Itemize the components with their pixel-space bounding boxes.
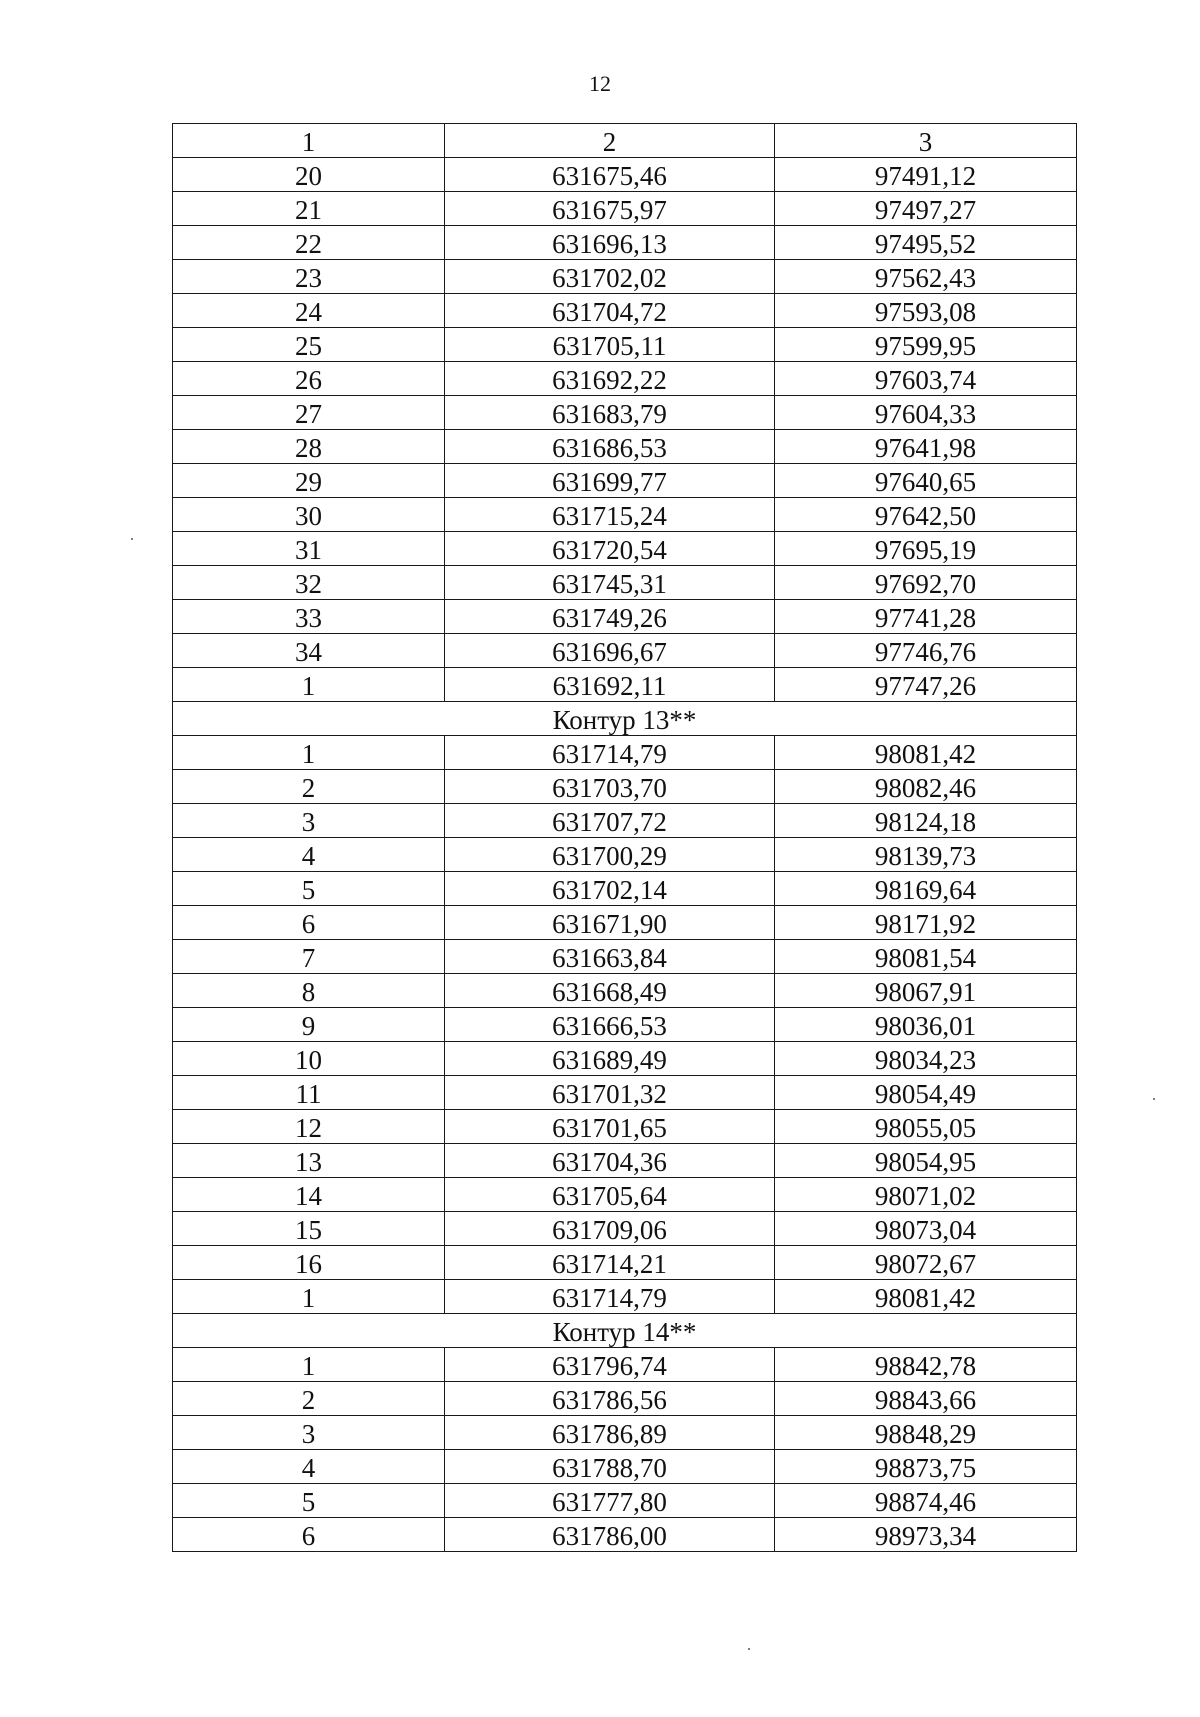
x-coordinate-cell: 631745,31: [445, 566, 775, 600]
table-row: [173, 532, 1077, 566]
point-number-cell: 31: [173, 532, 445, 566]
x-coordinate-cell: 631709,06: [445, 1212, 775, 1246]
x-coordinate-cell: 631705,64: [445, 1178, 775, 1212]
y-coordinate-cell: 97641,98: [775, 430, 1077, 464]
x-coordinate-cell: 631715,24: [445, 498, 775, 532]
table-row: [173, 328, 1077, 362]
point-number-cell: 24: [173, 294, 445, 328]
point-number-cell: 1: [173, 668, 445, 702]
table-row: [173, 736, 1077, 770]
point-number-cell: 10: [173, 1042, 445, 1076]
x-coordinate-cell: 631696,13: [445, 226, 775, 260]
point-number-cell: 15: [173, 1212, 445, 1246]
table-row: [173, 294, 1077, 328]
table-row: [173, 498, 1077, 532]
table-row: [173, 1450, 1077, 1484]
scan-speck: [131, 538, 133, 540]
x-coordinate-cell: 631666,53: [445, 1008, 775, 1042]
x-coordinate-cell: 631700,29: [445, 838, 775, 872]
point-number-cell: 16: [173, 1246, 445, 1280]
x-coordinate-cell: 631705,11: [445, 328, 775, 362]
point-number-cell: 23: [173, 260, 445, 294]
point-number-cell: 3: [173, 804, 445, 838]
y-coordinate-cell: 97497,27: [775, 192, 1077, 226]
table-row: [173, 804, 1077, 838]
x-coordinate-cell: 631702,14: [445, 872, 775, 906]
x-coordinate-cell: 631675,46: [445, 158, 775, 192]
y-coordinate-cell: 98081,42: [775, 736, 1077, 770]
table-row: [173, 158, 1077, 192]
y-coordinate-cell: 98067,91: [775, 974, 1077, 1008]
x-coordinate-cell: 631749,26: [445, 600, 775, 634]
point-number-cell: 3: [173, 1416, 445, 1450]
table-row: [173, 1348, 1077, 1382]
scan-speck: [1153, 1098, 1155, 1100]
y-coordinate-cell: 98036,01: [775, 1008, 1077, 1042]
x-coordinate-cell: 631701,32: [445, 1076, 775, 1110]
y-coordinate-cell: 98081,54: [775, 940, 1077, 974]
point-number-cell: 1: [173, 1280, 445, 1314]
point-number-cell: 26: [173, 362, 445, 396]
y-coordinate-cell: 98874,46: [775, 1484, 1077, 1518]
x-coordinate-cell: 631796,74: [445, 1348, 775, 1382]
y-coordinate-cell: 98139,73: [775, 838, 1077, 872]
x-coordinate-cell: 631703,70: [445, 770, 775, 804]
y-coordinate-cell: 97640,65: [775, 464, 1077, 498]
table-row: [173, 1042, 1077, 1076]
point-number-cell: 27: [173, 396, 445, 430]
table-header-row: [173, 124, 1077, 158]
y-coordinate-cell: 97562,43: [775, 260, 1077, 294]
table-row: [173, 1110, 1077, 1144]
y-coordinate-cell: 98054,49: [775, 1076, 1077, 1110]
y-coordinate-cell: 98034,23: [775, 1042, 1077, 1076]
point-number-cell: 22: [173, 226, 445, 260]
table-row: [173, 600, 1077, 634]
table-row: [173, 770, 1077, 804]
x-coordinate-cell: 631786,56: [445, 1382, 775, 1416]
y-coordinate-cell: 97692,70: [775, 566, 1077, 600]
point-number-cell: 14: [173, 1178, 445, 1212]
header-cell-2: 2: [445, 124, 775, 158]
point-number-cell: 2: [173, 1382, 445, 1416]
y-coordinate-cell: 98072,67: [775, 1246, 1077, 1280]
table-row: [173, 838, 1077, 872]
point-number-cell: 5: [173, 1484, 445, 1518]
table-row: [173, 430, 1077, 464]
x-coordinate-cell: 631663,84: [445, 940, 775, 974]
point-number-cell: 33: [173, 600, 445, 634]
contour-title-row: [173, 1314, 1077, 1348]
table-row: [173, 464, 1077, 498]
x-coordinate-cell: 631699,77: [445, 464, 775, 498]
header-cell-1: 1: [173, 124, 445, 158]
x-coordinate-cell: 631707,72: [445, 804, 775, 838]
table-row: [173, 974, 1077, 1008]
x-coordinate-cell: 631696,67: [445, 634, 775, 668]
x-coordinate-cell: 631777,80: [445, 1484, 775, 1518]
coordinates-table-body: [173, 124, 1077, 1552]
table-row: [173, 226, 1077, 260]
table-row: [173, 1246, 1077, 1280]
x-coordinate-cell: 631714,79: [445, 1280, 775, 1314]
table-row: [173, 634, 1077, 668]
point-number-cell: 25: [173, 328, 445, 362]
point-number-cell: 5: [173, 872, 445, 906]
y-coordinate-cell: 98073,04: [775, 1212, 1077, 1246]
table-row: [173, 1212, 1077, 1246]
point-number-cell: 4: [173, 838, 445, 872]
contour-title: Контур 14**: [173, 1314, 1077, 1348]
table-row: [173, 906, 1077, 940]
y-coordinate-cell: 98171,92: [775, 906, 1077, 940]
point-number-cell: 12: [173, 1110, 445, 1144]
contour-title: Контур 13**: [173, 702, 1077, 736]
point-number-cell: 9: [173, 1008, 445, 1042]
table-row: [173, 1416, 1077, 1450]
y-coordinate-cell: 97747,26: [775, 668, 1077, 702]
table-row: [173, 566, 1077, 600]
y-coordinate-cell: 98055,05: [775, 1110, 1077, 1144]
y-coordinate-cell: 97593,08: [775, 294, 1077, 328]
y-coordinate-cell: 98071,02: [775, 1178, 1077, 1212]
point-number-cell: 21: [173, 192, 445, 226]
y-coordinate-cell: 98848,29: [775, 1416, 1077, 1450]
point-number-cell: 29: [173, 464, 445, 498]
y-coordinate-cell: 97642,50: [775, 498, 1077, 532]
y-coordinate-cell: 98973,34: [775, 1518, 1077, 1552]
x-coordinate-cell: 631668,49: [445, 974, 775, 1008]
x-coordinate-cell: 631692,11: [445, 668, 775, 702]
table-row: [173, 1144, 1077, 1178]
table-row: [173, 1178, 1077, 1212]
y-coordinate-cell: 97695,19: [775, 532, 1077, 566]
y-coordinate-cell: 98054,95: [775, 1144, 1077, 1178]
x-coordinate-cell: 631714,79: [445, 736, 775, 770]
x-coordinate-cell: 631671,90: [445, 906, 775, 940]
y-coordinate-cell: 97491,12: [775, 158, 1077, 192]
y-coordinate-cell: 97603,74: [775, 362, 1077, 396]
table-row: [173, 1382, 1077, 1416]
point-number-cell: 30: [173, 498, 445, 532]
point-number-cell: 2: [173, 770, 445, 804]
x-coordinate-cell: 631702,02: [445, 260, 775, 294]
x-coordinate-cell: 631689,49: [445, 1042, 775, 1076]
point-number-cell: 1: [173, 1348, 445, 1382]
x-coordinate-cell: 631788,70: [445, 1450, 775, 1484]
point-number-cell: 32: [173, 566, 445, 600]
point-number-cell: 6: [173, 1518, 445, 1552]
contour-title-row: [173, 702, 1077, 736]
y-coordinate-cell: 97604,33: [775, 396, 1077, 430]
page-number: 12: [589, 71, 611, 96]
table-row: [173, 940, 1077, 974]
coordinates-table: [172, 123, 1077, 1552]
point-number-cell: 13: [173, 1144, 445, 1178]
table-row: [173, 192, 1077, 226]
x-coordinate-cell: 631786,00: [445, 1518, 775, 1552]
table-row: [173, 396, 1077, 430]
y-coordinate-cell: 97746,76: [775, 634, 1077, 668]
x-coordinate-cell: 631720,54: [445, 532, 775, 566]
x-coordinate-cell: 631704,36: [445, 1144, 775, 1178]
y-coordinate-cell: 98082,46: [775, 770, 1077, 804]
y-coordinate-cell: 98843,66: [775, 1382, 1077, 1416]
y-coordinate-cell: 98124,18: [775, 804, 1077, 838]
point-number-cell: 6: [173, 906, 445, 940]
point-number-cell: 11: [173, 1076, 445, 1110]
x-coordinate-cell: 631704,72: [445, 294, 775, 328]
point-number-cell: 4: [173, 1450, 445, 1484]
table-row: [173, 1484, 1077, 1518]
header-cell-3: 3: [775, 124, 1077, 158]
table-row: [173, 1280, 1077, 1314]
table-row: [173, 872, 1077, 906]
y-coordinate-cell: 98842,78: [775, 1348, 1077, 1382]
table-row: [173, 1076, 1077, 1110]
x-coordinate-cell: 631701,65: [445, 1110, 775, 1144]
y-coordinate-cell: 97495,52: [775, 226, 1077, 260]
point-number-cell: 20: [173, 158, 445, 192]
point-number-cell: 34: [173, 634, 445, 668]
table-row: [173, 260, 1077, 294]
x-coordinate-cell: 631683,79: [445, 396, 775, 430]
x-coordinate-cell: 631786,89: [445, 1416, 775, 1450]
table-row: [173, 1008, 1077, 1042]
y-coordinate-cell: 97741,28: [775, 600, 1077, 634]
point-number-cell: 8: [173, 974, 445, 1008]
point-number-cell: 28: [173, 430, 445, 464]
y-coordinate-cell: 98081,42: [775, 1280, 1077, 1314]
x-coordinate-cell: 631675,97: [445, 192, 775, 226]
y-coordinate-cell: 97599,95: [775, 328, 1077, 362]
table-row: [173, 668, 1077, 702]
y-coordinate-cell: 98873,75: [775, 1450, 1077, 1484]
x-coordinate-cell: 631686,53: [445, 430, 775, 464]
scan-speck: [748, 1648, 750, 1650]
x-coordinate-cell: 631714,21: [445, 1246, 775, 1280]
point-number-cell: 7: [173, 940, 445, 974]
table-row: [173, 1518, 1077, 1552]
x-coordinate-cell: 631692,22: [445, 362, 775, 396]
point-number-cell: 1: [173, 736, 445, 770]
y-coordinate-cell: 98169,64: [775, 872, 1077, 906]
table-row: [173, 362, 1077, 396]
